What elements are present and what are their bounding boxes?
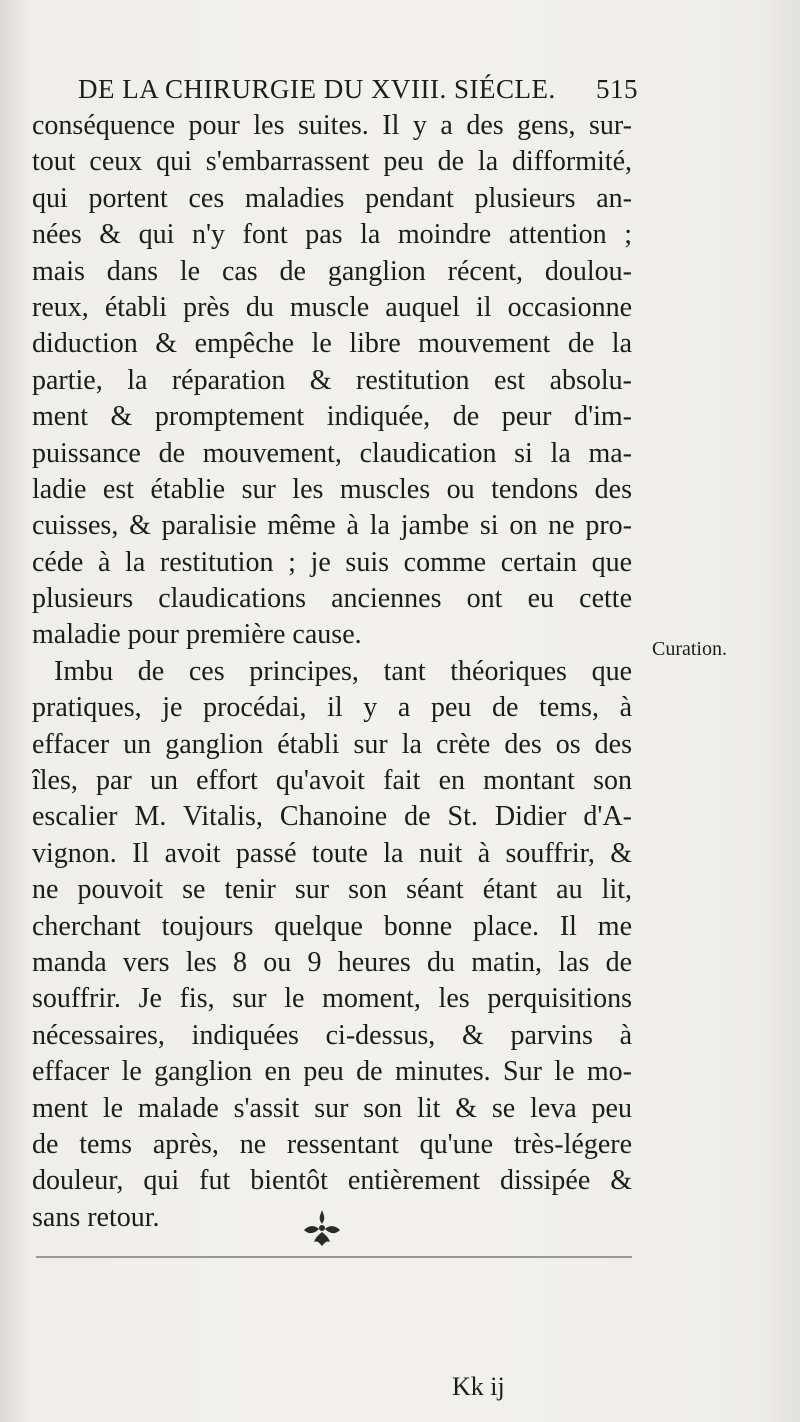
text-line: ne pouvoit se tenir sur son séant étant au lit, [32,874,632,906]
text-line: diduction & empêche le libre mouvement de la [32,328,632,360]
text-line: Imbu de ces principes, tant théoriques que [54,655,632,687]
fleuron-ornament-icon [300,1208,344,1248]
text-line: cuisses, & paralisie même à la jambe si on ne pro- [32,510,632,542]
text-line: partie, la réparation & restitution est absolu- [32,364,632,396]
text-line: sans retour. [32,1201,160,1233]
text-line: ment le malade s'assit sur son lit & se leva peu [32,1092,632,1124]
footnote-rule [36,1256,632,1258]
text-line: mais dans le cas de ganglion récent, doulou- [32,255,632,287]
text-line: souffrir. Je fis, sur le moment, les perquisitions [32,983,632,1015]
text-line: pratiques, je procédai, il y a peu de tems, à [32,692,632,724]
text-line: plusieurs claudications anciennes ont eu cette [32,583,632,615]
text-line: reux, établi près du muscle auquel il occasionne [32,291,632,323]
signature-mark: Kk ij [452,1372,505,1401]
text-line: nécessaires, indiquées ci-dessus, & parvins à [32,1019,632,1051]
text-line: douleur, qui fut bientôt entièrement dissipée & [32,1165,632,1197]
text-line: cherchant toujours quelque bonne place. Il me [32,910,632,942]
text-line: effacer un ganglion établi sur la crète des os des [32,728,632,760]
text-line: céde à la restitution ; je suis comme certain que [32,546,632,578]
text-line: de tems après, ne ressentant qu'une très-légere [32,1128,632,1160]
text-line: ment & promptement indiquée, de peur d'im- [32,401,632,433]
text-line: effacer le ganglion en peu de minutes. Sur le mo- [32,1056,632,1088]
text-line: nées & qui n'y font pas la moindre attention ; [32,219,632,251]
text-line: puissance de mouvement, claudication si la ma- [32,437,632,469]
text-line: escalier M. Vitalis, Chanoine de St. Didier d'A- [32,801,632,833]
text-line: tout ceux qui s'embarrassent peu de la difformité, [32,146,632,178]
running-header [78,74,638,110]
text-line: vignon. Il avoit passé toute la nuit à souffrir, & [32,837,632,869]
body-text [32,108,632,1236]
text-line: ladie est établie sur les muscles ou tendons des [32,473,632,505]
margin-note: Curation. [652,638,727,660]
page-number: 515 [596,74,638,104]
text-line: qui portent ces maladies pendant plusieurs an- [32,182,632,214]
text-line: manda vers les 8 ou 9 heures du matin, las de [32,946,632,978]
text-line: îles, par un effort qu'avoit fait en montant son [32,765,632,797]
header-title: DE LA CHIRURGIE DU XVIII. SIÉCLE. [78,74,556,104]
text-line: conséquence pour les suites. Il y a des gens, sur- [32,110,632,141]
text-line: maladie pour première cause. [32,619,362,651]
